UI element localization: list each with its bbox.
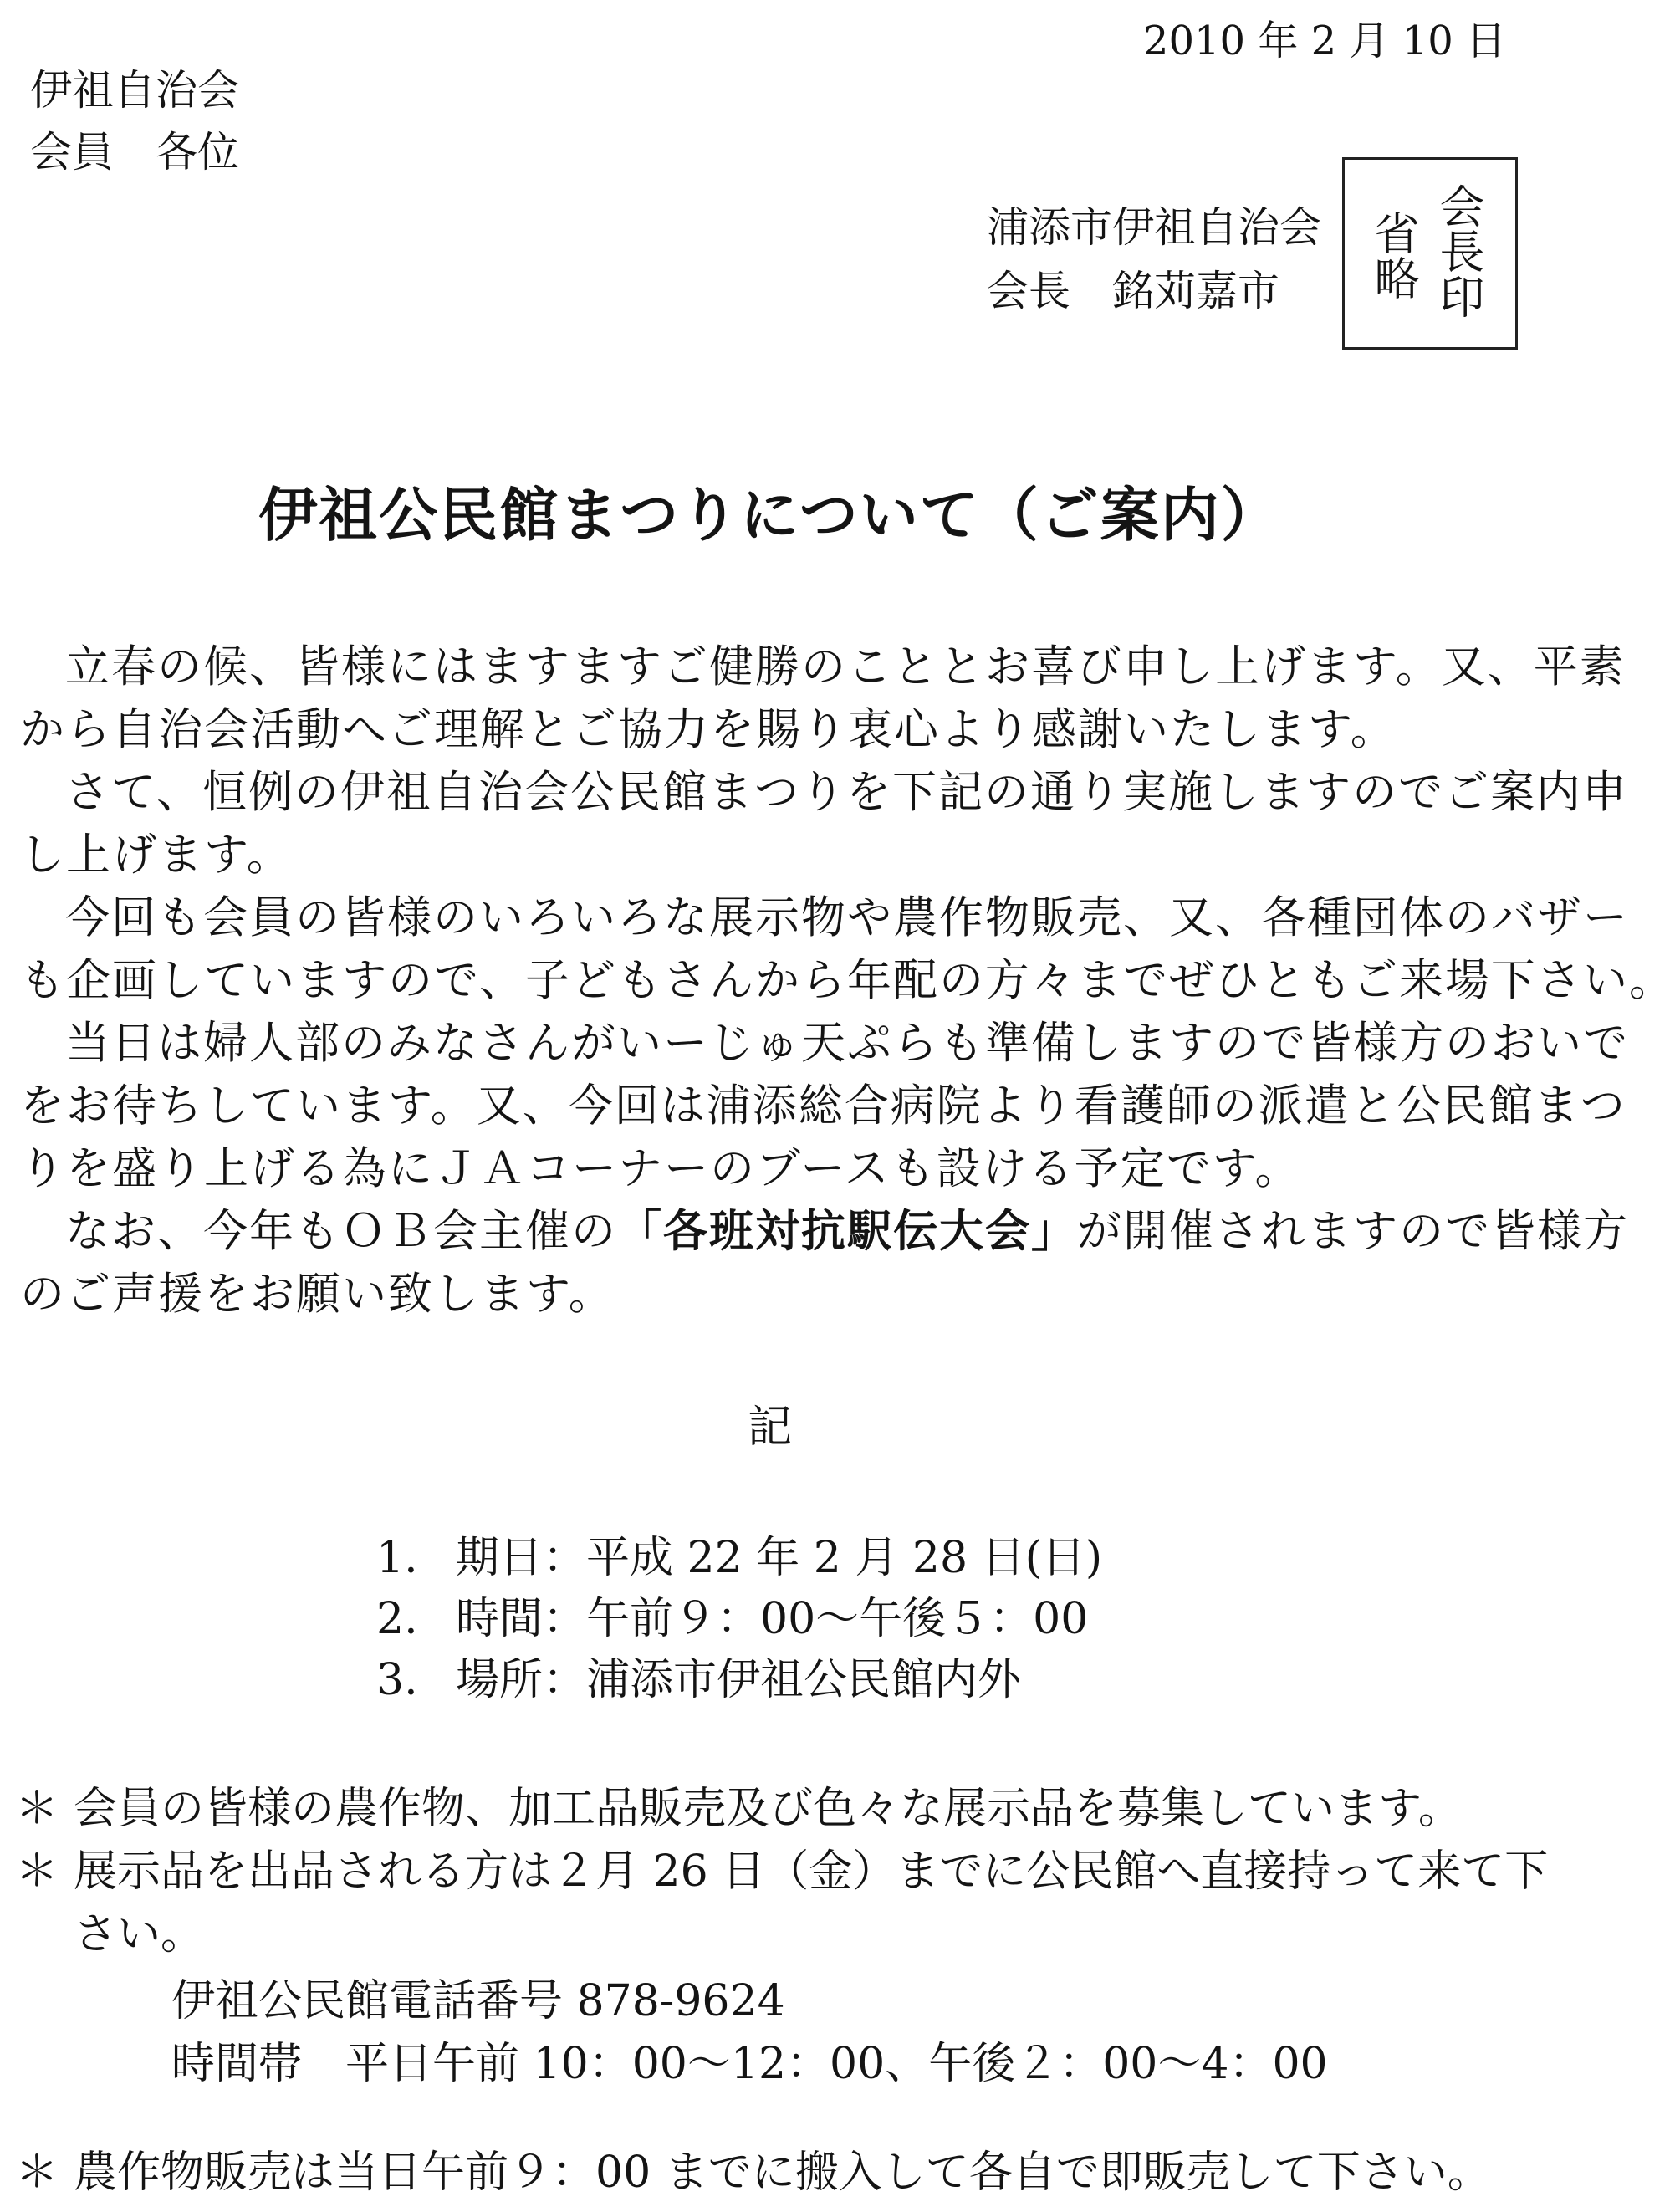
note-text: 農作物販売は当日午前９：00 までに搬入して各自で即販売して下さい。 <box>74 2148 1491 2198</box>
item-text: 期日：平成 22 年 2 月 28 日(日) <box>456 1533 1103 1583</box>
note-item <box>15 2137 1491 2199</box>
list-item <box>376 1644 1021 1707</box>
sender-org: 浦添市伊祖自治会 <box>987 203 1321 252</box>
list-item <box>376 1522 1102 1585</box>
body-line: 立春の候、皆様にはますますご健勝のこととお喜び申し上げます。又、平素 <box>65 641 1626 692</box>
body-text: なお、今年もＯＢ会主催の <box>65 1206 617 1257</box>
office-hours: 時間帯 平日午前 10：00～12：00、午後２：00～4：00 <box>171 2039 1328 2089</box>
sender-name: 会長 銘苅嘉市 <box>987 267 1279 315</box>
recipient-org: 伊祖自治会 <box>30 66 239 115</box>
item-text: 場所：浦添市伊祖公民館内外 <box>456 1655 1022 1705</box>
list-item <box>376 1583 1088 1646</box>
event-name: 「各班対抗駅伝大会」 <box>617 1205 1077 1257</box>
body-line: をお待ちしています。又、今回は浦添総合病院より看護師の派遣と公民館まつ <box>20 1080 1626 1132</box>
item-number: 2. <box>376 1594 418 1644</box>
body-line-relay <box>65 1196 1629 1259</box>
note-item <box>15 1836 1548 1898</box>
page-title: 伊祖公民館まつりについて（ご案内） <box>258 480 1281 549</box>
body-text: が開催されますので皆様方 <box>1077 1206 1629 1257</box>
note-text: 展示品を出品される方は２月 26 日（金）までに公民館へ直接持って来て下 <box>74 1847 1549 1897</box>
asterisk-icon: ＊ <box>15 2148 59 2198</box>
note-text: さい。 <box>74 1909 205 1959</box>
item-text: 時間：午前９：00～午後５：00 <box>456 1594 1089 1644</box>
note-item <box>15 1773 1462 1836</box>
phone-number: 伊祖公民館電話番号 878-9624 <box>171 1976 785 2026</box>
recipient-members: 会員 各位 <box>30 128 239 176</box>
body-line: のご声援をお願い致します。 <box>20 1269 615 1320</box>
item-number: 1. <box>376 1533 418 1583</box>
body-line: さて、恒例の伊祖自治会公民館まつりを下記の通り実施しますのでご案内申 <box>65 767 1628 818</box>
asterisk-icon: ＊ <box>15 1847 59 1897</box>
asterisk-icon: ＊ <box>15 1784 59 1834</box>
seal-chairman-text: 会長印 <box>1432 183 1485 319</box>
document-date: 2010 年 2 月 10 日 <box>1142 18 1506 64</box>
body-line: 今回も会員の皆様のいろいろな展示物や農作物販売、又、各種団体のバザー <box>65 892 1629 943</box>
seal-box <box>1342 157 1518 350</box>
ki-heading: 記 <box>748 1402 792 1453</box>
body-line: し上げます。 <box>20 830 293 881</box>
note-text: 会員の皆様の農作物、加工品販売及び色々な展示品を募集しています。 <box>74 1784 1462 1834</box>
body-line: から自治会活動へご理解とご協力を賜り衷心より感謝いたします。 <box>20 704 1397 755</box>
body-line: りを盛り上げる為にＪＡコーナーのブースも設ける予定です。 <box>20 1143 1301 1194</box>
body-line: も企画していますので、子どもさんから年配の方々までぜひともご来場下さい。 <box>20 955 1675 1006</box>
body-line: 当日は婦人部のみなさんがいーじゅ天ぷらも準備しますので皆様方のおいで <box>65 1018 1629 1069</box>
item-number: 3. <box>376 1655 418 1705</box>
seal-omitted-text: 省略 <box>1367 210 1420 300</box>
